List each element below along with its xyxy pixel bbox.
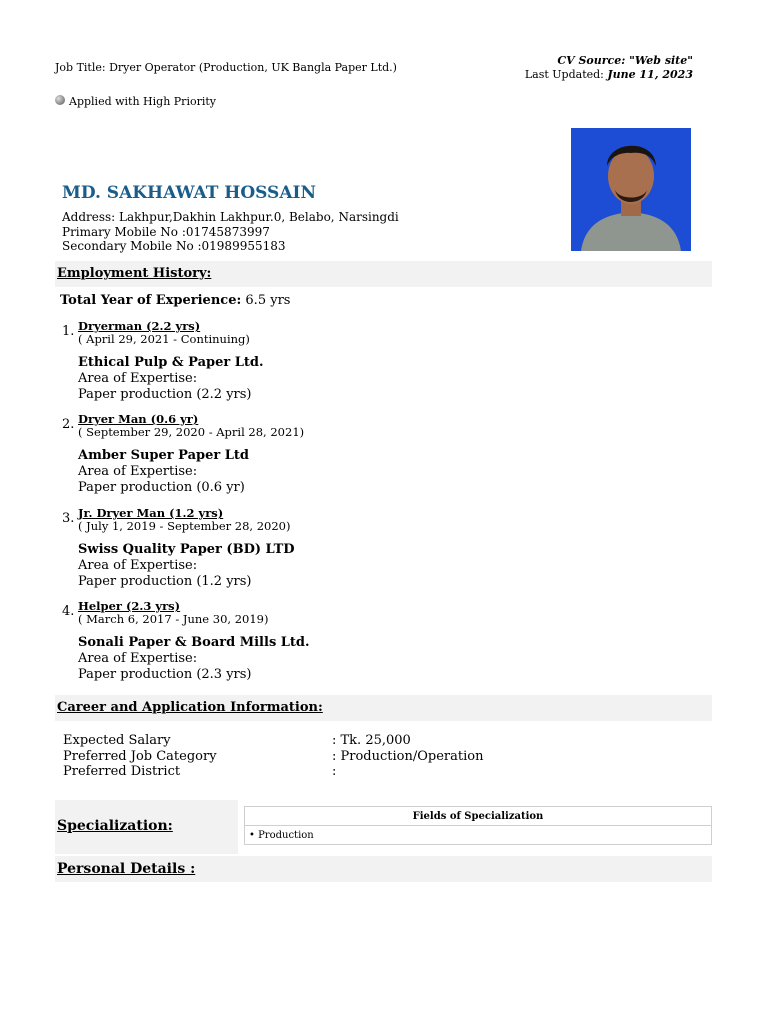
job-title: Job Title: Dryer Operator (Production, UK Bangla Paper Ltd.) xyxy=(55,61,397,74)
job-number: 4. xyxy=(62,604,75,619)
job-dates: ( July 1, 2019 - September 28, 2020) xyxy=(78,519,291,533)
career-info xyxy=(63,733,483,780)
priority-indicator xyxy=(55,95,216,108)
job-dates: ( March 6, 2017 - June 30, 2019) xyxy=(78,612,269,626)
career-row xyxy=(63,764,483,780)
career-label: Preferred District xyxy=(63,764,181,779)
expertise-label: Area of Expertise: xyxy=(78,558,198,573)
expertise-value: Paper production (1.2 yrs) xyxy=(78,574,252,589)
last-updated-label: Last Updated: xyxy=(524,68,608,81)
job-company: Ethical Pulp & Paper Ltd. xyxy=(78,355,264,370)
expertise-label: Area of Expertise: xyxy=(78,651,198,666)
job-number: 1. xyxy=(62,324,75,339)
candidate-photo xyxy=(571,128,691,251)
last-updated xyxy=(525,68,693,82)
expertise-label: Area of Expertise: xyxy=(78,464,198,479)
address: Address: Lakhpur,Dakhin Lakhpur.0, Belabo, Narsingdi xyxy=(62,210,399,224)
job-dates: ( September 29, 2020 - April 28, 2021) xyxy=(78,425,305,439)
pin-icon xyxy=(55,95,65,105)
job-position: Dryerman (2.2 yrs) xyxy=(78,319,201,333)
candidate-name: MD. SAKHAWAT HOSSAIN xyxy=(62,183,317,203)
cv-source-block xyxy=(525,54,693,82)
person-photo-icon xyxy=(571,128,691,251)
employment-section-header xyxy=(55,261,712,287)
job-number: 3. xyxy=(62,511,75,526)
priority-label: Applied with High Priority xyxy=(69,95,216,108)
career-row xyxy=(63,733,483,749)
job-position: Helper (2.3 yrs) xyxy=(78,599,181,613)
primary-mobile: Primary Mobile No :01745873997 xyxy=(62,224,270,239)
total-experience-value: 6.5 yrs xyxy=(241,293,291,308)
career-value: : Tk. 25,000 xyxy=(332,733,411,748)
section-title: Specialization: xyxy=(57,818,173,834)
total-experience-label: Total Year of Experience: xyxy=(60,293,242,308)
expertise-value: Paper production (0.6 yr) xyxy=(78,480,245,495)
secondary-mobile: Secondary Mobile No :01989955183 xyxy=(62,239,286,253)
career-section-header xyxy=(55,695,712,721)
career-label: Preferred Job Category xyxy=(63,748,217,764)
section-title: Career and Application Information: xyxy=(57,700,323,715)
section-title: Personal Details : xyxy=(57,861,196,877)
expertise-value: Paper production (2.3 yrs) xyxy=(78,667,252,682)
career-value: : Production/Operation xyxy=(332,748,484,764)
career-row xyxy=(63,749,483,765)
section-title: Employment History: xyxy=(57,266,212,281)
specialization-item: • Production xyxy=(245,826,712,845)
job-company: Swiss Quality Paper (BD) LTD xyxy=(78,542,295,557)
career-label: Expected Salary xyxy=(63,733,171,748)
job-company: Amber Super Paper Ltd xyxy=(78,448,249,463)
job-position: Dryer Man (0.6 yr) xyxy=(78,412,199,426)
last-updated-value: June 11, 2023 xyxy=(607,68,693,81)
total-experience xyxy=(60,293,290,308)
expertise-value: Paper production (2.2 yrs) xyxy=(78,387,252,402)
specialization-section-header xyxy=(55,800,238,854)
job-number: 2. xyxy=(62,417,75,432)
table-header: Fields of Specialization xyxy=(245,807,712,826)
personal-section-header xyxy=(55,856,712,882)
job-position: Jr. Dryer Man (1.2 yrs) xyxy=(78,506,224,520)
career-value: : xyxy=(332,764,337,779)
job-company: Sonali Paper & Board Mills Ltd. xyxy=(78,635,310,650)
expertise-label: Area of Expertise: xyxy=(78,371,198,386)
contact-info xyxy=(62,210,399,254)
specialization-table xyxy=(244,806,712,845)
job-dates: ( April 29, 2021 - Continuing) xyxy=(78,332,250,346)
cv-source: CV Source: "Web site" xyxy=(557,54,693,67)
